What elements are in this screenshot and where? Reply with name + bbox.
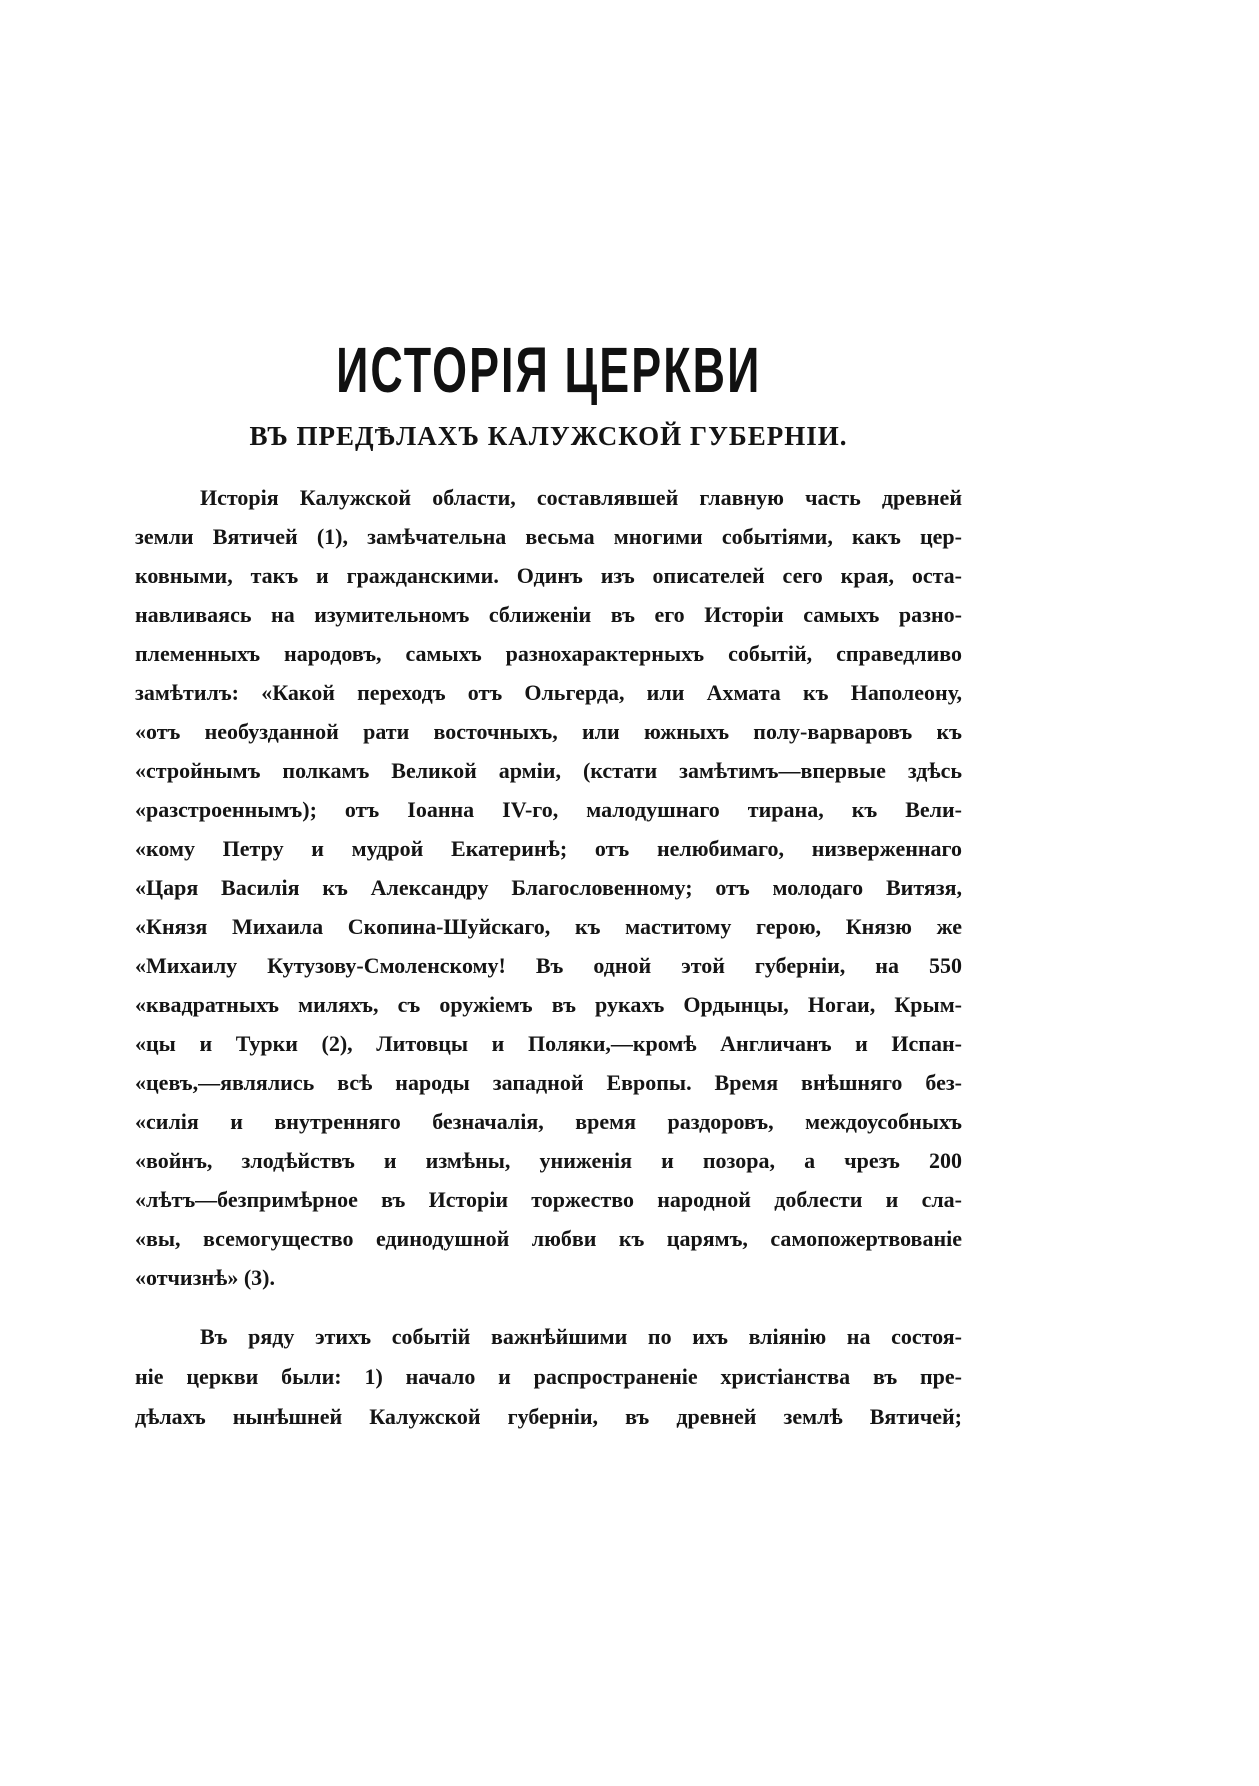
text-line: навливаясь на изумительномъ сближеніи въ его Исторіи самыхъ разно- xyxy=(135,602,962,627)
text-line: земли Вятичей (1), замѣчательна весьма многими событіями, какъ цер- xyxy=(135,524,962,549)
text-line: «силія и внутренняго безначалія, время раздоровъ, междоусобныхъ xyxy=(135,1109,962,1134)
text-line: дѣлахъ нынѣшней Калужской губерніи, въ древней землѣ Вятичей; xyxy=(135,1404,962,1429)
text-line: «Царя Василія къ Александру Благословенному; отъ молодаго Витязя, xyxy=(135,875,962,900)
title-block xyxy=(135,336,962,404)
text-line: «лѣтъ—безпримѣрное въ Исторіи торжество народной доблести и сла- xyxy=(135,1187,962,1212)
text-line: Въ ряду этихъ событій важнѣйшими по ихъ вліянію на состоя- xyxy=(200,1324,962,1349)
text-line: «стройнымъ полкамъ Великой арміи, (кстати замѣтимъ—впервые здѣсь xyxy=(135,758,962,783)
text-line: «войнъ, злодѣйствъ и измѣны, униженія и позора, а чрезъ 200 xyxy=(135,1148,962,1173)
text-line: замѣтилъ: «Какой переходъ отъ Ольгерда, или Ахмата къ Наполеону, xyxy=(135,680,962,705)
text-line: «цевъ,—являлись всѣ народы западной Европы. Время внѣшняго без- xyxy=(135,1070,962,1095)
text-line: Исторія Калужской области, составлявшей главную часть древней xyxy=(200,485,962,510)
text-line: «вы, всемогущество единодушной любви къ царямъ, самопожертвованіе xyxy=(135,1226,962,1251)
text-line: «квадратныхъ миляхъ, съ оружіемъ въ рукахъ Ордынцы, Ногаи, Крым- xyxy=(135,992,962,1017)
text-line: «отчизнѣ» (3). xyxy=(135,1265,275,1290)
text-line: «разстроеннымъ); отъ Іоанна IV-го, малодушнаго тирана, къ Вели- xyxy=(135,797,962,822)
page-subtitle: ВЪ ПРЕДѢЛАХЪ КАЛУЖСКОЙ ГУБЕРНІИ. xyxy=(249,421,848,451)
page-title: ИСТОРІЯ ЦЕРКВИ xyxy=(335,334,762,406)
text-line: ніе церкви были: 1) начало и распространеніе христіанства въ пре- xyxy=(135,1364,962,1389)
text-line: «цы и Турки (2), Литовцы и Поляки,—кромѣ Англичанъ и Испан- xyxy=(135,1031,962,1056)
text-line: «отъ необузданной рати восточныхъ, или южныхъ полу-варваровъ къ xyxy=(135,719,962,744)
text-line: племенныхъ народовъ, самыхъ разнохарактерныхъ событій, справедливо xyxy=(135,641,962,666)
text-line: «Князя Михаила Скопина-Шуйскаго, къ маститому герою, Князю же xyxy=(135,914,962,939)
text-line: ковными, такъ и гражданскими. Одинъ изъ описателей сего края, оста- xyxy=(135,563,962,588)
text-line: «Михаилу Кутузову-Смоленскому! Въ одной этой губерніи, на 550 xyxy=(135,953,962,978)
text-line: «кому Петру и мудрой Екатеринѣ; отъ нелюбимаго, низверженнаго xyxy=(135,836,962,861)
